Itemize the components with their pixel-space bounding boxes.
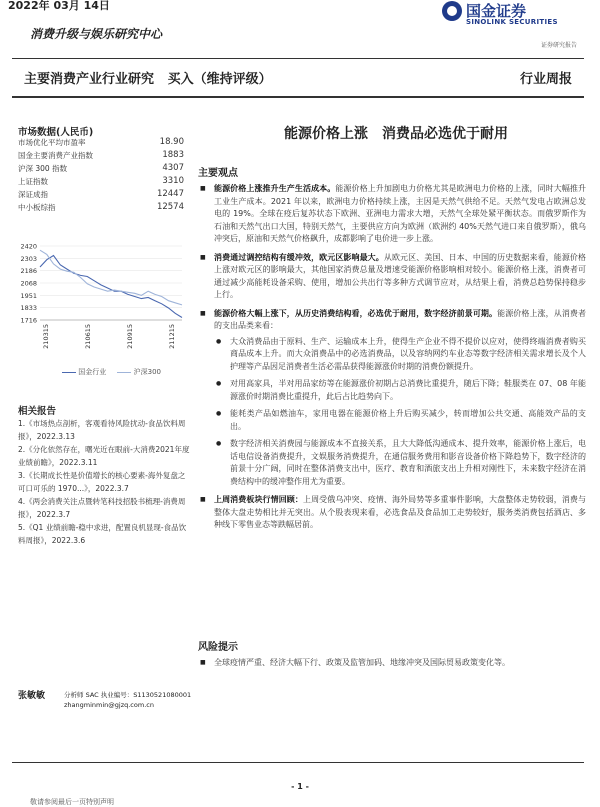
related-reports-list xyxy=(18,418,190,548)
x-tick-label: 210915 xyxy=(126,324,134,349)
market-row: 中小板综指 12574 xyxy=(18,202,184,212)
section-title-risk: 风险提示 xyxy=(198,642,238,653)
department-name: 消费升级与娱乐研究中心 xyxy=(30,27,163,41)
viewpoint-subpoint: ● 数字经济相关消费园与能源成本不直接关系，且大大降低沟通成本、提升效率，能源价格上涨后，电话电信设备消费提升，文娱服务消费提升，在通信服务费用和影音设备价格下降趋势下，数字经济的前景十分广阔，同时在整体消费支出中，医疗、教育和酒旅支出上升相对刚性下，未来数字经济在消费结构中的缓冲整作用尤为重要。 xyxy=(198,438,586,488)
report-type: 行业周报 xyxy=(519,72,572,87)
market-data-table xyxy=(18,137,184,215)
viewpoint-subpoint: ● 能耗类产品如燃油车，家用电器在能源价格上升后购买减少，转而增加公共交通、高能效产品的支出。 xyxy=(198,408,586,433)
related-report-link[interactable]: 4.《两会消费关注点暨转笔科技招股书梳理-消费周报》，2022.3.7 xyxy=(18,497,186,519)
viewpoints-body xyxy=(198,183,586,535)
x-tick-label: 210315 xyxy=(42,324,50,349)
brand-name: 国金证券 xyxy=(466,2,527,20)
viewpoint-paragraph: ■ 消费通过调控结构有缓冲效，欧元区影响最大。从欧元区、美国、日本、中国的历史数据来看，能源价格上涨对欧元区的影响最大，其他国家消费总量及增速受能源价格影响相对较小。能源价格上涨，消费者可通过减少高能耗设备采购、使用，增加公共出行等多种方式调节应对，从结果上看，消费总趋势保持稳步上行。 xyxy=(198,252,586,302)
y-tick-label: 2068 xyxy=(20,279,37,288)
analyst-block xyxy=(18,688,198,709)
risk-paragraph: ■ 全球疫情严重、经济大幅下行、政策及监管加码、地缘冲突及国际贸易政策变化等。 xyxy=(198,657,586,670)
viewpoint-paragraph: ■ 能源价格大幅上涨下，从历史消费结构看，必选优于耐用，数字经济前景可期。能源价格上涨，从消费者的支出品类来看： xyxy=(198,308,586,333)
analyst-cert: 分析师 SAC 执业编号：S1130521080001 xyxy=(64,691,192,699)
report-date: 2022年 03月 14日 xyxy=(8,0,110,12)
report-title: 能源价格上涨 消费品必选优于耐用 xyxy=(284,126,508,142)
divider xyxy=(12,96,584,98)
x-tick-label: 210615 xyxy=(84,324,92,349)
y-tick-label: 2420 xyxy=(20,242,37,251)
related-report-link[interactable]: 3.《长期成长性是价值增长的核心要素-海外复盘之可口可乐的 1970...》，2022.3.7 xyxy=(18,471,186,493)
series-line-1 xyxy=(40,256,182,318)
industry-title: 主要消费产业行业研究 xyxy=(24,72,155,87)
page-number: - 1 - xyxy=(291,782,309,791)
y-tick-label: 1833 xyxy=(20,304,37,313)
market-row: 国金主要消费产业指数 1883 xyxy=(18,150,184,160)
y-tick-label: 1716 xyxy=(20,316,37,325)
divider xyxy=(12,762,584,763)
related-reports-title: 相关报告 xyxy=(18,406,57,417)
disclaimer-note: 敬请参阅最后一页特别声明 xyxy=(30,798,114,806)
related-report-link[interactable]: 2.《分化依然存在，曙光近在眼前-大消费2021年度业绩前瞻》，2022.3.11 xyxy=(18,445,190,467)
market-row: 深证成指 12447 xyxy=(18,189,184,199)
x-tick-label: 211215 xyxy=(168,324,176,349)
market-row: 上证指数 3310 xyxy=(18,176,184,186)
legend-series-1: 国金行业 xyxy=(78,368,107,376)
risk-body xyxy=(198,657,586,673)
related-report-link[interactable]: 1.《市场热点剖析，客观看待风险扰动-食品饮料周报》，2022.3.13 xyxy=(18,419,186,441)
viewpoint-subpoint: ● 大众消费品由于原料、生产、运输成本上升，使得生产企业不得不提价以应对，使得终端消费者购买商品成本上升。而大众消费品中的必选消费品，以及容纳网约车业态等数字经济相关需求增长及个人护理等产品因足消费者生活必需品获得能源涨价时期的消费份额提升。 xyxy=(198,336,586,374)
y-tick-label: 2186 xyxy=(20,267,37,276)
industry-rating xyxy=(24,68,272,87)
brand-logo-icon xyxy=(442,1,462,21)
analyst-email[interactable]: zhangminmin@gjzq.com.cn xyxy=(64,701,154,709)
header-bar xyxy=(12,62,584,96)
chart-legend xyxy=(62,367,182,377)
legend-swatch xyxy=(62,372,76,373)
market-row: 沪深 300 指数 4307 xyxy=(18,163,184,173)
brand-english: SINOLINK SECURITIES xyxy=(466,18,558,26)
brand-block xyxy=(442,0,592,49)
y-tick-label: 2303 xyxy=(20,254,37,263)
index-line-chart xyxy=(14,242,186,382)
legend-series-2: 沪深300 xyxy=(133,368,161,376)
brand-note: 证券研究报告 xyxy=(541,42,578,49)
related-report-link[interactable]: 5.《Q1 业绩前瞻-稳中求进，配置良机显现-食品饮料周报》，2022.3.6 xyxy=(18,523,187,545)
viewpoint-paragraph: ■ 能源价格上涨推升生产生活成本。能源价格上升加剧电力价格尤其是欧洲电力价格的上涨，同时大幅推升工业生产成本。2021 年以来，欧洲电力价格持续上涨，主因是天然气供给不足。天然气发电占欧洲总发电的 19%。全球在疫后复苏状态下欧洲、亚洲电力需求大增，天然气全球处紧平衡状态。而俄罗斯作为石油和天然气出口大国，特别天然气，主要供应方向为欧洲（欧洲约 40%天然气进口来自俄罗斯），俄乌冲突后，原油和天然气价格飙升，成都影响了电价进一步上涨。 xyxy=(198,183,586,246)
section-title-viewpoints: 主要观点 xyxy=(198,168,238,179)
legend-swatch xyxy=(117,372,131,373)
analyst-name: 张敏敏 xyxy=(18,691,46,701)
divider xyxy=(12,58,584,59)
y-tick-label: 1951 xyxy=(20,291,37,300)
rating-label: 买入（维持评级） xyxy=(167,72,272,87)
market-data-title: 市场数据(人民币) xyxy=(18,127,94,138)
market-row: 市场优化平均市盈率 18.90 xyxy=(18,137,184,147)
viewpoint-subpoint: ● 对用高家具，半对用品家纺等在能源涨价初期占总消费比重提升，随后下降；鞋服类在 07、08 年能源涨价时期消费比重提升，此后占比趋势向下。 xyxy=(198,378,586,403)
viewpoint-paragraph: ■ 上周消费板块行情回顾：上周受俄乌冲突、疫情、海外局势等多重事件影响，大盘整体走势较弱，消费与整体大盘走势相比并无突出。从个股表现来看，必选食品及食品加工走势较好，服务类消费包括酒店、多种线下零售业态等跌幅居前。 xyxy=(198,494,586,532)
